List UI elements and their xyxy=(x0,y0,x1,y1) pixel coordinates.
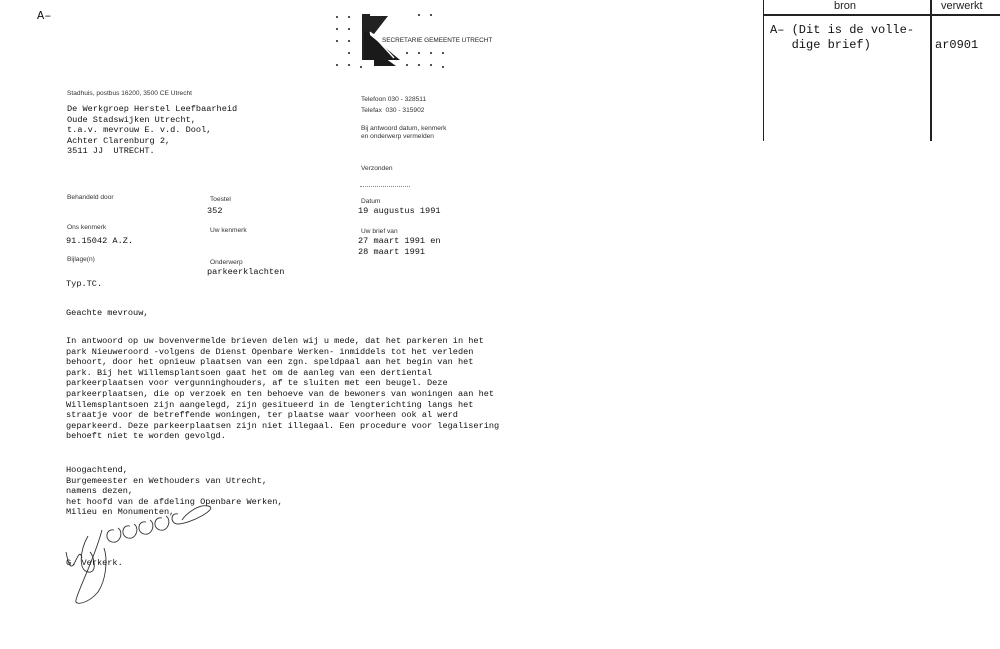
recipient-block xyxy=(67,104,237,157)
municipality-logo xyxy=(330,8,493,74)
signer-name: G. Verkerk. xyxy=(66,558,123,568)
reply-instruction-line: Bij antwoord datum, kenmerk xyxy=(361,125,447,132)
salutation: Geachte mevrouw, xyxy=(66,308,149,318)
closing-block: Hoogachtend, Burgemeester en Wethouders van Utrecht, namens dezen, het hoofd van de afdeling Openbare Werken, Milieu en Monumenten, xyxy=(66,465,283,518)
letter-body: In antwoord op uw bovenvermelde brieven delen wij u mede, dat het parkeren in het park Nieuweroord -volgens de Dienst Openbare Werken- inmiddels tot het verleden behoort, door het opnieuw plaatsen van een zgn. speldpaal aan het begin van het park. Bij het Willemsplantsoen gaat het om de aanleg van een dertiental parkeerplaatsen voor vergunninghouders, af te sluiten met een beugel. Deze parkeerplaatsen, die op verzoek en ten behoeve van de bewoners van woningen aan het Willemsplantsoen zijn aangelegd, zijn gesitueerd in de lengterichting langs het straatje voor de betreffende woningen, ter plaatse waar voorheen ook al werd geparkeerd. Deze parkeerplaatsen zijn niet illegaal. Een procedure voor legalisering behoeft niet te worden gevolgd. xyxy=(66,336,500,442)
handwritten-signature xyxy=(58,500,233,608)
recipient-line: 3511 JJ UTRECHT. xyxy=(67,146,155,157)
sent-label: Verzonden xyxy=(361,165,393,172)
logo-organization-name: SECRETARIE GEMEENTE UTRECHT xyxy=(382,37,493,44)
reply-instruction-line: en onderwerp vermelden xyxy=(361,133,434,140)
column-header-source: bron xyxy=(834,0,857,12)
sender-address: Stadhuis, postbus 16200, 3500 CE Utrecht xyxy=(67,90,192,97)
attachments-label: Bijlage(n) xyxy=(67,256,95,263)
recipient-line: De Werkgroep Herstel Leefbaarheid xyxy=(67,104,238,114)
your-letter-value: 27 maart 1991 en 28 maart 1991 xyxy=(358,236,441,257)
table-divider xyxy=(930,0,932,141)
your-letter-label: Uw brief van xyxy=(361,228,398,235)
date-value: 19 augustus 1991 xyxy=(358,206,441,216)
our-reference-value: 91.15042 A.Z. xyxy=(66,236,134,246)
subject-label: Onderwerp xyxy=(210,259,243,266)
extension-label: Toestel xyxy=(210,196,231,203)
corner-mark: A– xyxy=(37,9,52,23)
recipient-line: Achter Clarenburg 2, xyxy=(67,135,171,146)
sent-date-line xyxy=(360,183,410,187)
handled-by-label: Behandeld door xyxy=(67,194,114,201)
your-reference-label: Uw kenmerk xyxy=(210,227,247,234)
date-label: Datum xyxy=(361,198,381,205)
recipient-line: Oude Stadswijken Utrecht, xyxy=(67,114,196,125)
fax-number: Telefax 030 - 315902 xyxy=(361,107,425,114)
table-header-rule xyxy=(764,14,1000,16)
recipient-line: t.a.v. mevrouw E. v.d. Dool, xyxy=(67,125,212,136)
reference-code: ar0901 xyxy=(935,38,979,52)
source-note: A– (Dit is de volle- dige brief) xyxy=(770,23,915,52)
phone-number: Telefoon 030 - 328511 xyxy=(361,96,427,103)
our-reference-label: Ons kenmerk xyxy=(67,224,107,231)
typist-code: Typ.TC. xyxy=(66,279,103,289)
signature-scribble-icon xyxy=(58,500,233,608)
column-header-processed: verwerkt xyxy=(941,0,983,12)
subject-value: parkeerklachten xyxy=(207,267,285,277)
extension-value: 352 xyxy=(207,206,223,216)
archive-annotation-table xyxy=(763,0,1000,141)
